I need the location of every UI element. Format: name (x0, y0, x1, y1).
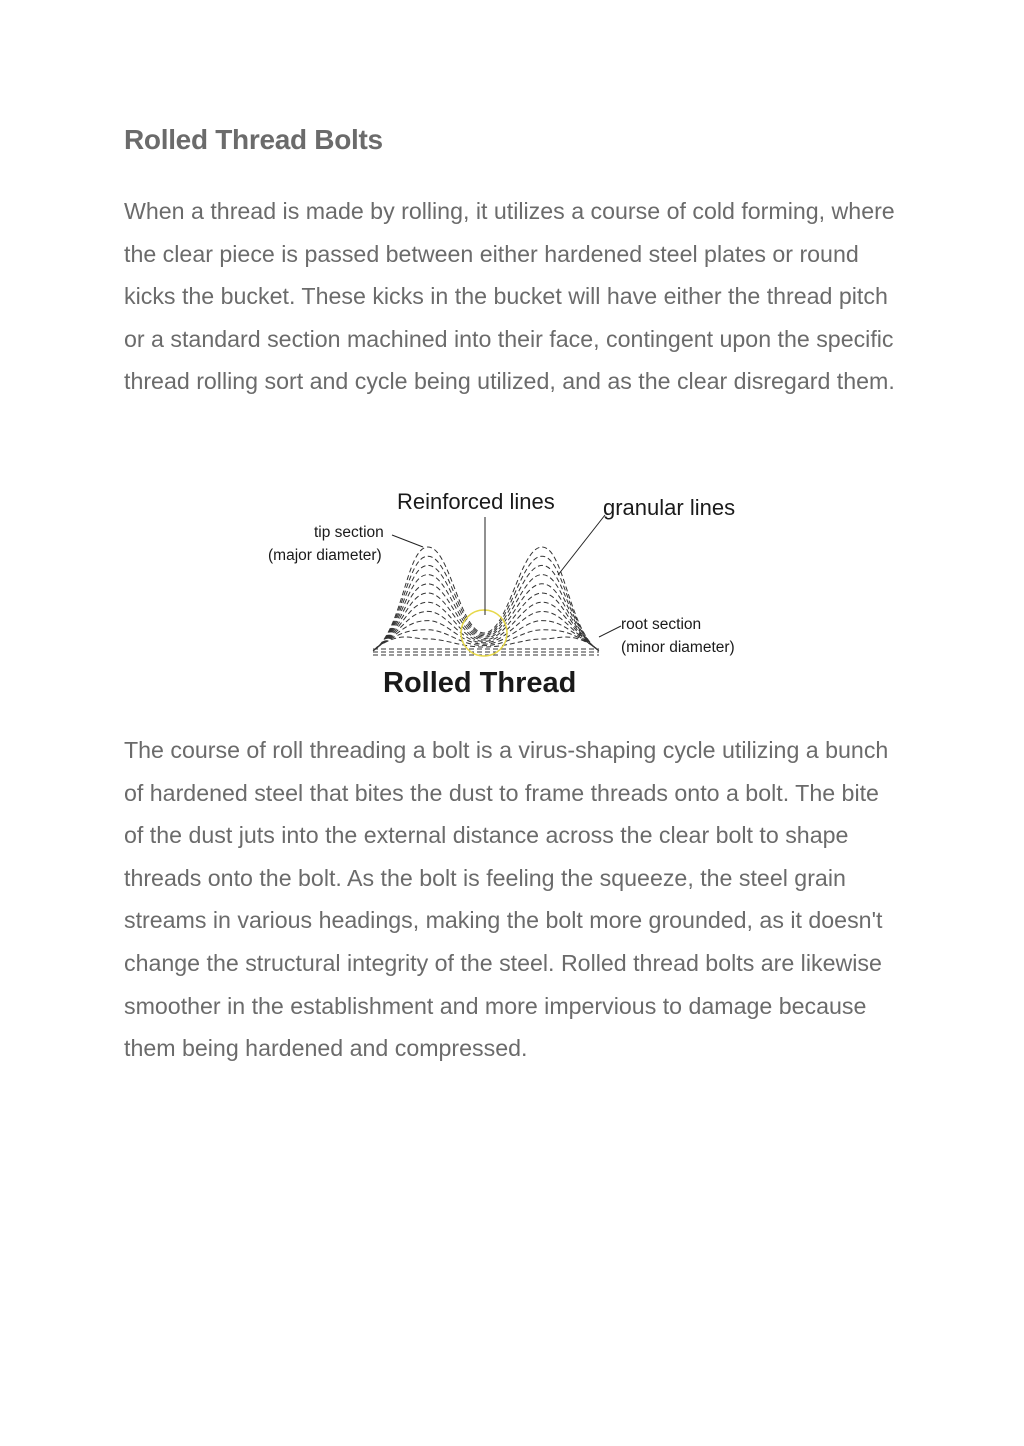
label-reinforced-lines: Reinforced lines (397, 489, 555, 514)
rolled-thread-diagram (265, 483, 755, 703)
label-granular-lines: granular lines (603, 495, 736, 520)
label-root-section: root section (621, 616, 702, 633)
label-major-diameter: (major diameter) (268, 547, 382, 564)
flow-line (376, 621, 596, 648)
thread-flow-lines (373, 547, 599, 655)
diagram-svg (265, 483, 755, 703)
root-leader-line (599, 626, 621, 637)
paragraph-process: The course of roll threading a bolt is a virus-shaping cycle utilizing a bunch of hardened steel that bites the dust to frame threads onto a bolt. The bite of the dust juts into the external distance across the clear bolt to shape threads onto the bolt. As the bolt is feeling the squeeze, the steel grain streams in various headings, making the bolt more grounded, as it doesn't change the structural integrity of the steel. Rolled thread bolts are likewise smoother in the establishment and more impervious to damage because them being hardened and compressed. (124, 737, 889, 1062)
page-title: Rolled Thread Bolts (124, 124, 383, 155)
granular-leader-line (558, 515, 605, 575)
flow-line (373, 547, 599, 651)
paragraph-intro: When a thread is made by rolling, it utilizes a course of cold forming, where the clear piece is passed between either hardened steel plates or round kicks the bucket. These kicks in the bucket will have either the thread pitch or a standard section machined into their face, contingent upon the specific thread rolling sort and cycle being utilized, and as the clear disregard them. (124, 198, 895, 395)
label-tip-section: tip section (314, 524, 384, 541)
label-minor-diameter: (minor diameter) (621, 639, 735, 656)
flow-line (376, 611, 596, 648)
figure-caption: Rolled Thread (383, 667, 577, 699)
tip-leader-line (392, 535, 423, 547)
